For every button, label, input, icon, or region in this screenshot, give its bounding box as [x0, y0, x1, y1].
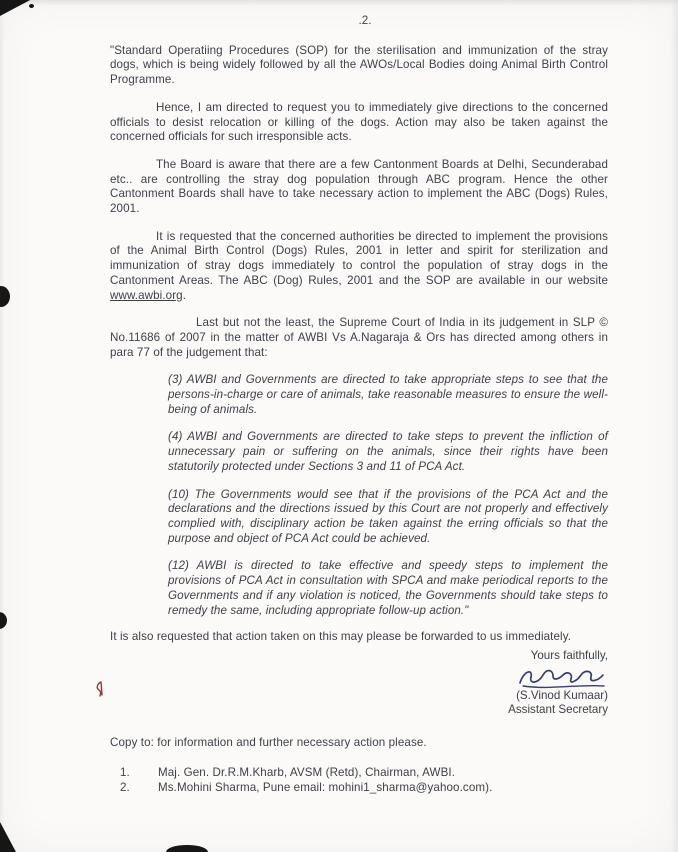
abc-rules-text: It is requested that the concerned authorities be directed to implement the provisions of the Animal Birth Control (Dogs) Rules, 2001 in letter and spirit for sterilization and immunization of stray dogs immediately to control the population of stray dogs in the Cantonment Areas. The ABC (Dog) Rules, 2001 and the SOP are available in our website	[110, 229, 608, 287]
quote-para-4: (4) AWBI and Governments are directed to take steps to prevent the infliction of unnecessary pain or suffering on the animals, since their rights have been statutorily protected under Sections 3 and 11 of PCA Act.	[168, 430, 608, 473]
paragraph-directions-request: Hence, I am directed to request you to immediately give directions to the concerned officials to desist relocation or killing of the dogs. Action may also be taken against the concerned officials for such irresponsible acts.	[110, 100, 608, 144]
awbi-website-link: www.awbi.org	[110, 288, 183, 302]
scan-artifact-bottom-left	[0, 822, 16, 852]
scan-artifact-bottom-smudge	[166, 845, 208, 852]
copy-item-text: Ms.Mohini Sharma, Pune email: mohini1_sharma@yahoo.com).	[158, 781, 493, 795]
copy-to-item	[110, 765, 608, 781]
signature-block	[110, 649, 608, 718]
scan-artifact-speck	[29, 4, 34, 8]
signatory-name: (S.Vinod Kumaar)	[516, 688, 608, 702]
scan-artifact-left-edge-2	[0, 612, 7, 629]
copy-to-label: Copy to: for information and further necessary action please.	[110, 736, 427, 750]
pen-mark-icon	[94, 680, 106, 698]
page-number: .2.	[358, 14, 372, 27]
signatory-title: Assistant Secretary	[508, 703, 608, 717]
paragraph-cantonment-boards: The Board is aware that there are a few Cantonment Boards at Delhi, Secunderabad etc.. are controlling the stray dog population through ABC program. Hence the other Cantonment Boards shall have to take necessary action to implement the ABC (Dogs) Rules, 2001.	[110, 157, 608, 216]
letter-body	[110, 14, 608, 796]
scan-edge-shading-top	[0, 0, 678, 6]
copy-item-number: 1.	[120, 765, 130, 779]
copy-item-text: Maj. Gen. Dr.R.M.Kharb, AVSM (Retd), Chairman, AWBI.	[158, 765, 456, 779]
scan-artifact-left-edge-1	[0, 286, 10, 307]
scan-edge-shading-left	[0, 0, 5, 852]
paragraph-supreme-court: Last but not the least, the Supreme Court of India in its judgement in SLP © No.11686 of 2007 in the matter of AWBI Vs A.Nagaraja & Ors has directed among others in para 77 of the judgement that:	[110, 316, 608, 359]
quote-para-10: (10) The Governments would see that if the provisions of the PCA Act and the declarations and the directions issued by this Court are not properly and effectively complied with, disciplinary action be taken against the erring officials so that the purpose and object of PCA Act could be achieved.	[168, 487, 608, 545]
copy-to-item	[110, 780, 608, 796]
quote-para-12: (12) AWBI is directed to take effective and speedy steps to implement the provisions of PCA Act in consultation with SPCA and make periodical reports to the Governments and if any violation is noticed, the Governments should take steps to remedy the same, including appropriate follow-up action."	[168, 559, 608, 617]
closing-salutation: Yours faithfully,	[530, 648, 608, 662]
abc-rules-period: .	[182, 288, 187, 302]
quote-para-3: (3) AWBI and Governments are directed to take appropriate steps to see that the persons-in-charge or care of animals, take reasonable measures to ensure the well-being of animals.	[168, 373, 608, 416]
signature-scribble	[514, 665, 606, 689]
scan-edge-shading-right	[671, 0, 678, 852]
copy-to-list	[110, 765, 608, 796]
copy-item-number: 2.	[120, 781, 130, 795]
paragraph-sop: "Standard Operatiing Procedures (SOP) for the sterilisation and immunization of the stray dogs, which is being widely followed by all the AWOs/Local Bodies doing Animal Birth Control Programme.	[110, 43, 608, 87]
closing-request: It is also requested that action taken on this may please be forwarded to us immediately.	[110, 630, 572, 644]
paragraph-abc-rules	[110, 230, 608, 304]
